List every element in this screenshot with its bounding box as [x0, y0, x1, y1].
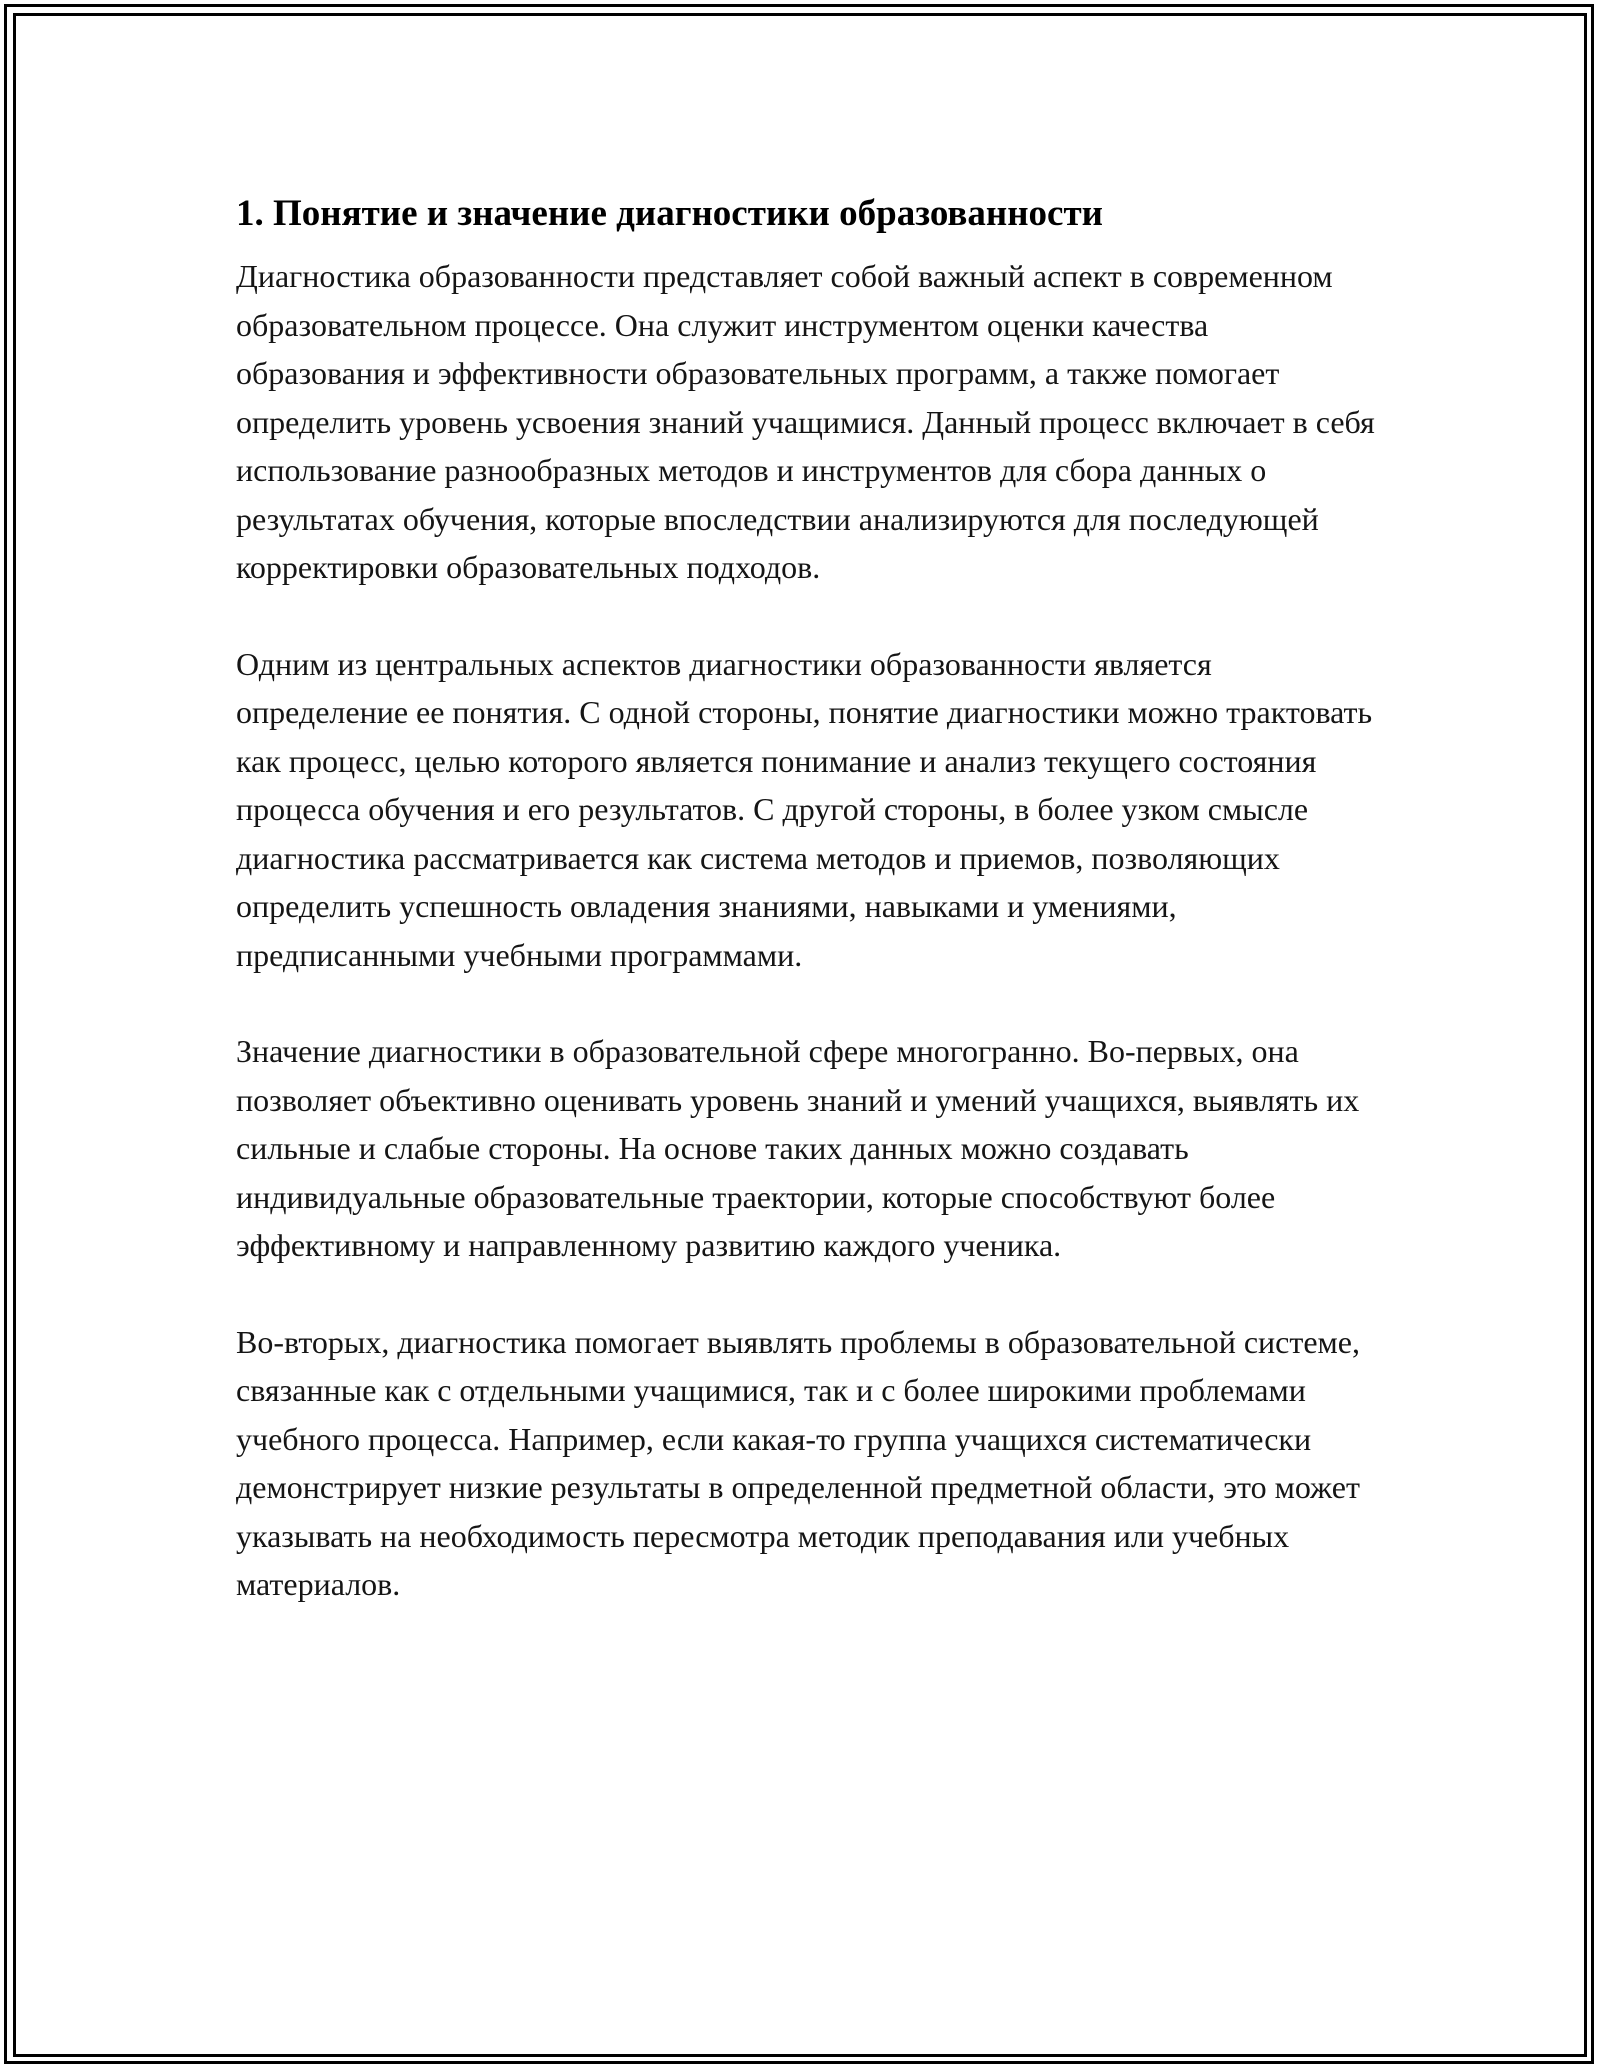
paragraph-1: Диагностика образованности представляет собой важный аспект в современном образовательном процессе. Она служит инструментом оценки качества образования и эффективности образовательных программ, а также помогает определить уровень усвоения знаний учащимися. Данный процесс включает в себя использование разнообразных методов и инструментов для сбора данных о результатах обучения, которые впоследствии анализируются для последующей корректировки образовательных подходов.: [236, 258, 1375, 585]
paragraph-4: Во-вторых, диагностика помогает выявлять проблемы в образовательной системе, связанные как с отдельными учащимися, так и с более широкими проблемами учебного процесса. Например, если какая-то группа учащихся систематически демонстрирует низкие результаты в определенной предметной области, это может указывать на необходимость пересмотра методик преподавания или учебных материалов.: [236, 1323, 1360, 1602]
paragraph-2: Одним из центральных аспектов диагностики образованности является определение ее понятия. С одной стороны, понятие диагностики можно трактовать как процесс, целью которого является понимание и анализ текущего состояния процесса обучения и его результатов. С другой стороны, в более узком смысле диагностика рассматривается как система методов и приемов, позволяющих определить успешность овладения знаниями, навыками и умениями, предписанными учебными программами.: [236, 645, 1373, 973]
document-body: [236, 186, 1376, 1657]
section-heading: 1. Понятие и значение диагностики образованности: [236, 193, 1103, 234]
paragraph-3: Значение диагностики в образовательной сфере многогранно. Во-первых, она позволяет объективно оценивать уровень знаний и умений учащихся, выявлять их сильные и слабые стороны. На основе таких данных можно создавать индивидуальные образовательные траектории, которые способствуют более эффективному и направленному развитию каждого ученика.: [236, 1033, 1360, 1263]
